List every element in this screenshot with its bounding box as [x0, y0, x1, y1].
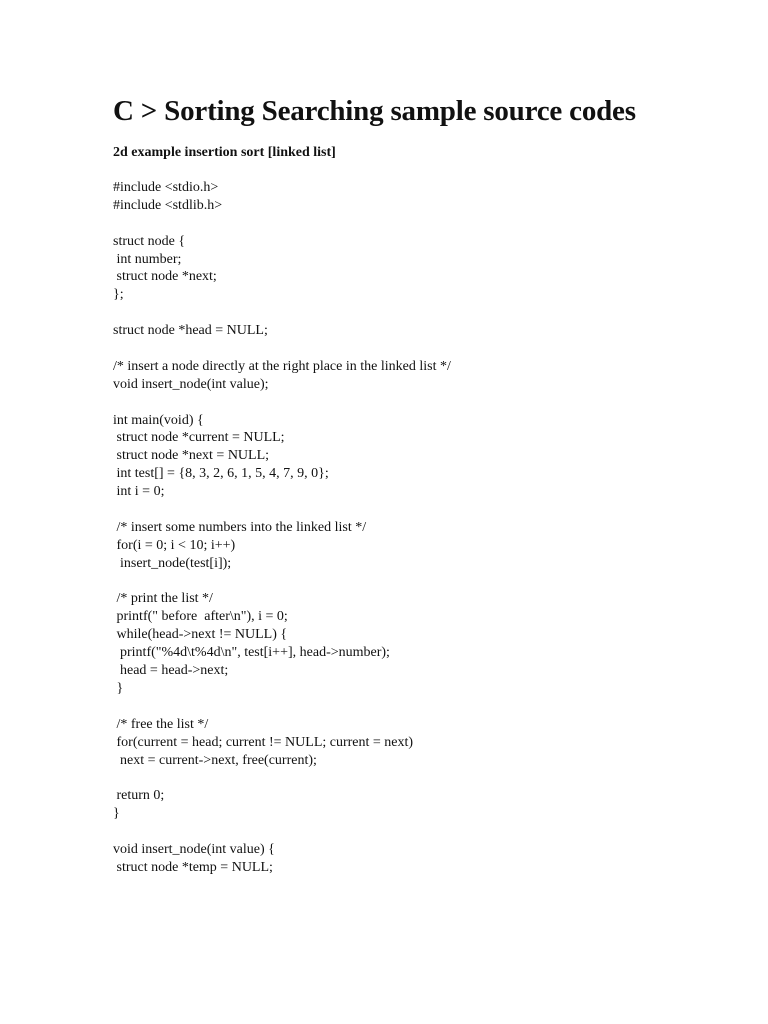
- code-line: /* print the list */: [113, 591, 213, 607]
- code-line: struct node *current = NULL;: [113, 430, 285, 446]
- code-line: /* free the list */: [113, 716, 209, 732]
- code-line: printf(" before after\n"), i = 0;: [113, 609, 288, 625]
- section-heading: 2d example insertion sort [linked list]: [113, 145, 336, 160]
- code-line: return 0;: [113, 788, 165, 804]
- code-line: [113, 698, 733, 716]
- page-title: C > Sorting Searching sample source codes: [113, 95, 636, 127]
- code-line: struct node {: [113, 233, 186, 249]
- code-line: int main(void) {: [113, 412, 204, 428]
- code-line: insert_node(test[i]);: [113, 555, 232, 571]
- code-line: for(i = 0; i < 10; i++): [113, 537, 236, 553]
- document-page: [113, 94, 733, 877]
- code-line: [113, 501, 733, 519]
- code-line: /* insert some numbers into the linked list */: [113, 519, 367, 535]
- code-line: int i = 0;: [113, 484, 165, 500]
- code-line: #include <stdlib.h>: [113, 197, 223, 213]
- code-line: next = current->next, free(current);: [113, 752, 317, 768]
- code-line: }: [113, 680, 124, 696]
- code-line: };: [113, 287, 124, 303]
- code-line: [113, 215, 733, 233]
- code-line: void insert_node(int value) {: [113, 841, 275, 857]
- code-line: head = head->next;: [113, 663, 229, 679]
- code-line: struct node *head = NULL;: [113, 323, 268, 339]
- code-block: [113, 179, 733, 877]
- code-line: struct node *temp = NULL;: [113, 859, 273, 875]
- code-line: void insert_node(int value);: [113, 376, 269, 392]
- code-line: while(head->next != NULL) {: [113, 627, 288, 643]
- code-line: for(current = head; current != NULL; current = next): [113, 734, 414, 750]
- code-line: int test[] = {8, 3, 2, 6, 1, 5, 4, 7, 9, 0};: [113, 466, 329, 482]
- code-line: [113, 573, 733, 591]
- code-line: [113, 394, 733, 412]
- code-line: int number;: [113, 251, 182, 267]
- code-line: printf("%4d\t%4d\n", test[i++], head->number);: [113, 645, 390, 661]
- code-line: [113, 769, 733, 787]
- code-line: struct node *next;: [113, 269, 217, 285]
- code-line: /* insert a node directly at the right place in the linked list */: [113, 358, 451, 374]
- code-line: [113, 823, 733, 841]
- code-line: }: [113, 806, 120, 822]
- code-line: [113, 304, 733, 322]
- code-line: #include <stdio.h>: [113, 180, 219, 195]
- code-line: struct node *next = NULL;: [113, 448, 270, 464]
- code-line: [113, 340, 733, 358]
